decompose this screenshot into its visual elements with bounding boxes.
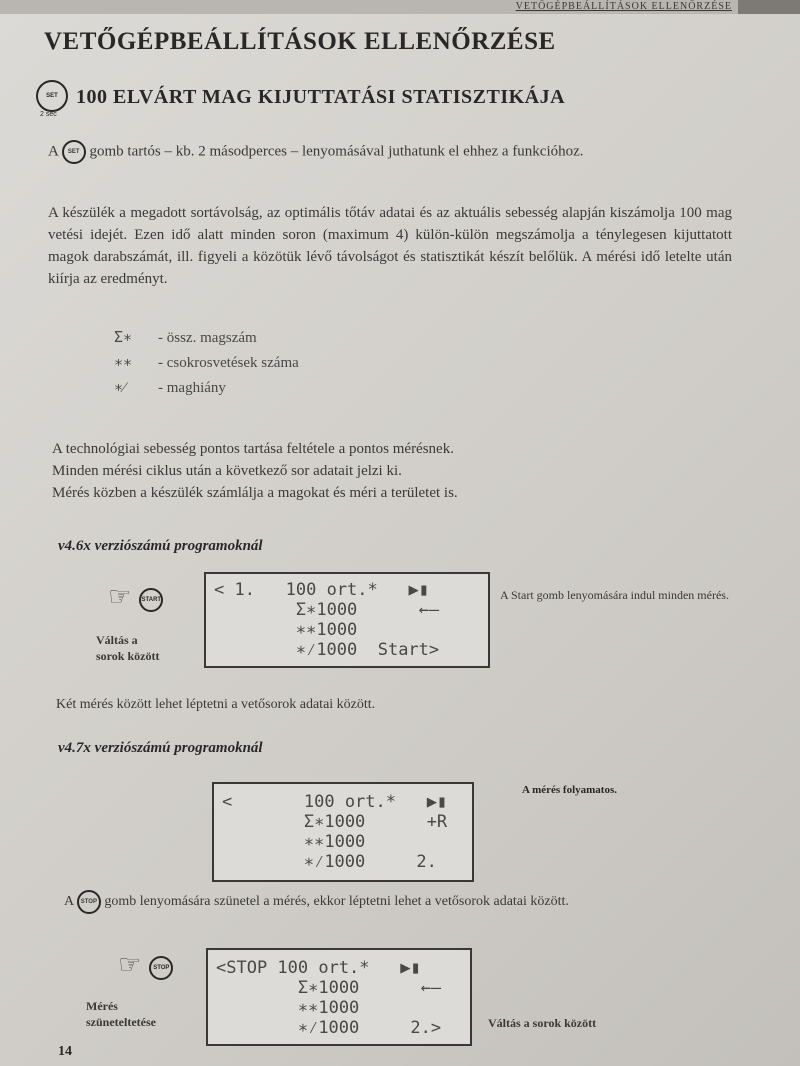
v47-button-graphic bbox=[118, 950, 173, 980]
section-title: 100 ELVÁRT MAG KIJUTTATÁSI STATISZTIKÁJA bbox=[76, 86, 566, 108]
v46-caption bbox=[96, 632, 159, 664]
v46-button-graphic bbox=[108, 582, 163, 612]
v46-heading: v4.6x verziószámú programoknál bbox=[58, 538, 263, 554]
v46-lcd-display bbox=[204, 572, 490, 668]
intro-after: gomb tartós – kb. 2 másodperces – lenyomásával juthatunk el ehhez a funkcióhoz. bbox=[89, 143, 584, 160]
lcd-line: <STOP 100 ort.* ▶▮ bbox=[216, 958, 421, 978]
set-button-icon: SET bbox=[36, 80, 68, 112]
start-button-icon: START bbox=[139, 588, 163, 612]
lcd-line: ∗∗1000 bbox=[222, 832, 366, 852]
v47-lcd-display bbox=[212, 782, 474, 882]
legend-symbol: ∗⁄ bbox=[114, 378, 126, 396]
intro-paragraph bbox=[48, 140, 732, 164]
lcd-line: < 1. 100 ort.* ▶▮ bbox=[214, 580, 429, 600]
lcd-line: ∗⁄1000 2.> bbox=[216, 1018, 442, 1038]
stop-button-icon: STOP bbox=[149, 956, 173, 980]
running-header bbox=[0, 0, 800, 14]
lcd-line: ∗⁄1000 2. bbox=[222, 852, 437, 872]
header-tab bbox=[738, 0, 800, 14]
legend-text: - össz. magszám bbox=[158, 330, 257, 346]
legend-item bbox=[114, 378, 299, 397]
symbol-legend bbox=[114, 328, 299, 397]
v46-after-note: Két mérés között lehet léptetni a vetősorok adatai között. bbox=[56, 697, 376, 712]
v47-side-note-2: Váltás a sorok között bbox=[488, 1016, 597, 1030]
legend-symbol: Σ∗ bbox=[114, 328, 133, 346]
intro-before: A bbox=[48, 143, 59, 160]
note-line: Minden mérési ciklus után a következő sor adatait jelzi ki. bbox=[52, 463, 402, 479]
legend-item bbox=[114, 353, 299, 372]
v46-side-note: A Start gomb lenyomására indul minden mérés. bbox=[500, 588, 729, 602]
page-title: VETŐGÉPBEÁLLÍTÁSOK ELLENŐRZÉSE bbox=[44, 28, 556, 55]
set-button-caption: 2 sec bbox=[40, 111, 57, 118]
lcd-line: Σ∗1000 ←— bbox=[214, 600, 440, 620]
caption-line: Mérés bbox=[86, 999, 118, 1013]
v47-side-note: A mérés folyamatos. bbox=[522, 784, 618, 796]
notes bbox=[52, 438, 736, 504]
lcd-line: Σ∗1000 ←— bbox=[216, 978, 442, 998]
set-inline-icon: SET bbox=[62, 140, 86, 164]
caption-line: sorok között bbox=[96, 649, 160, 663]
lcd-line: ∗⁄1000 Start> bbox=[214, 640, 440, 660]
legend-text: - maghiány bbox=[158, 380, 226, 396]
caption-line: Váltás a bbox=[96, 633, 138, 647]
stop-inline-icon: STOP bbox=[77, 890, 101, 914]
note-line: Mérés közben a készülék számlálja a magokat és méri a területet is. bbox=[52, 485, 458, 501]
legend-item bbox=[114, 328, 299, 347]
lcd-line: ∗∗1000 bbox=[214, 620, 358, 640]
caption-line: szüneteltetése bbox=[86, 1015, 156, 1029]
stop-after: gomb lenyomására szünetel a mérés, ekkor léptetni lehet a vetősorok adatai között. bbox=[104, 894, 569, 910]
stop-paragraph bbox=[64, 890, 724, 914]
set-button-graphic bbox=[36, 80, 68, 112]
page-number: 14 bbox=[58, 1044, 72, 1059]
note-line: A technológiai sebesség pontos tartása feltétele a pontos mérésnek. bbox=[52, 441, 454, 457]
legend-symbol: ∗∗ bbox=[114, 353, 133, 371]
lcd-line: ∗∗1000 bbox=[216, 998, 360, 1018]
v47-lcd-display-stop bbox=[206, 948, 472, 1046]
pointing-hand-icon: ☞ bbox=[118, 950, 142, 980]
pointing-hand-icon: ☞ bbox=[108, 582, 132, 612]
legend-text: - csokrosvetések száma bbox=[158, 355, 299, 371]
lcd-line: Σ∗1000 +R bbox=[222, 812, 448, 832]
v47-caption bbox=[86, 998, 156, 1030]
description-paragraph: A készülék a megadott sortávolság, az optimális tőtáv adatai és az aktuális sebesség alapján kiszámolja 100 mag vetési idejét. Ezen idő alatt minden soron (maximum 4) külön-külön megszámolja a ténylegesen kijuttatott magok darabszámát, ill. figyeli a közötük lévő távolságot és statisztikát készít belőlük. A mérési idő letelte után kiírja az eredményt. bbox=[48, 205, 732, 287]
running-header-title: VETŐGÉPBEÁLLÍTÁSOK ELLENŐRZÉSE bbox=[515, 1, 732, 12]
v47-heading: v4.7x verziószámú programoknál bbox=[58, 740, 263, 756]
lcd-line: < 100 ort.* ▶▮ bbox=[222, 792, 448, 812]
stop-before: A bbox=[64, 894, 74, 910]
